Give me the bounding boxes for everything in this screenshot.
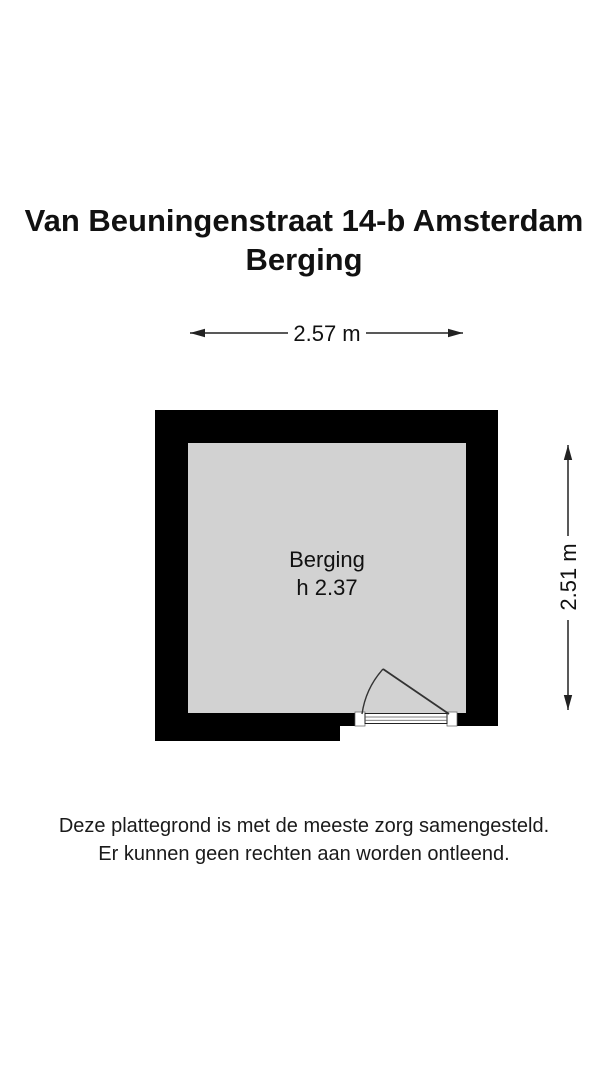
wall-bottom-step [340,713,355,726]
wall-left [155,410,188,741]
disclaimer [0,812,608,868]
wall-bottom-left [155,713,340,741]
door-threshold [365,714,447,724]
page-title-line-1: Van Beuningenstraat 14-b Amsterdam [24,203,584,238]
ceiling-height-label: h 2.37 [296,575,358,600]
width-dimension-arrow-left-icon [190,329,205,337]
width-dimension-label: 2.57 m [293,321,361,346]
disclaimer-line-1: Deze plattegrond is met de meeste zorg samengesteld. [58,815,550,837]
height-dimension-arrow-bottom-icon [564,695,572,710]
height-dimension-label: 2.51 m [556,543,581,611]
door-jamb-left [355,712,365,726]
room-name-label: Berging [289,547,365,572]
width-dimension-arrow-right-icon [448,329,463,337]
disclaimer-line-2: Er kunnen geen rechten aan worden ontleend. [98,843,510,865]
height-dimension [553,445,583,710]
wall-bottom-right [457,713,498,726]
height-dimension-arrow-top-icon [564,445,572,460]
wall-right [465,410,498,726]
wall-top [155,410,498,443]
page-title-line-2: Berging [245,242,363,277]
width-dimension [190,319,463,346]
